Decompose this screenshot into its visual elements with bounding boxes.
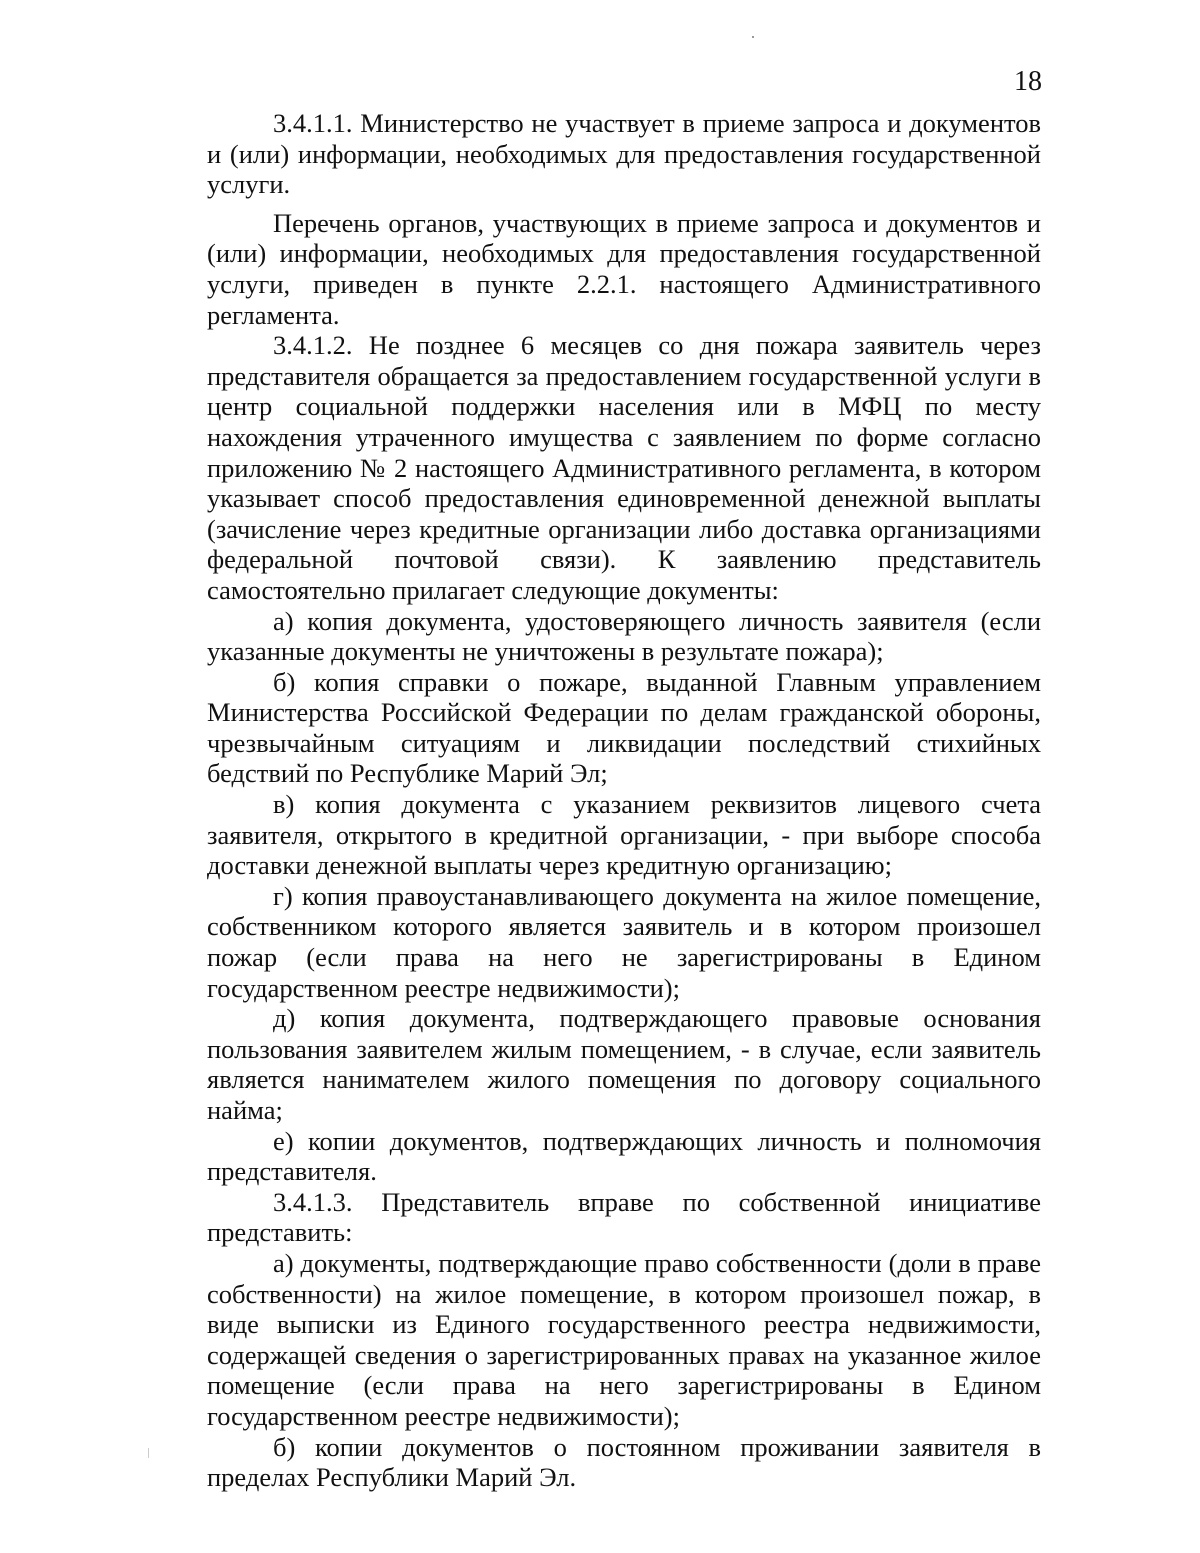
list-item-e: е) копии документов, подтверждающих личность и полномочия представителя. — [207, 1125, 1041, 1187]
list-item-g: г) копия правоустанавливающего документа на жилое помещение, собственником которого является заявитель и в котором произошел пожар (если права на него не зарегистрированы в Едином государственном реестре недвижимости); — [207, 880, 1041, 1003]
list-item-d: д) копия документа, подтверждающего правовые основания пользования заявителем жилым помещением, - в случае, если заявитель является нанимателем жилого помещения по договору социального найма; — [207, 1003, 1041, 1125]
list-item-b: б) копия справки о пожаре, выданной Главным управлением Министерства Российской Федерации по делам гражданской обороны, чрезвычайным ситуациям и ликвидации последствий стихийных бедствий по Республике Марий Эл; — [207, 666, 1041, 789]
page-number: 18 — [1014, 66, 1042, 97]
paragraph-3-4-1-2: 3.4.1.2. Не позднее 6 месяцев со дня пожара заявитель через представителя обращается за предоставлением государственной услуги в центр социальной поддержки населения или в МФЦ по месту нахождения утраченного имущества с заявлением по форме согласно приложению № 2 настоящего Административного регламента, в котором указывает способ предоставления единовременной денежной выплаты (зачисление через кредитные организации либо доставка организациями федеральной почтовой связи). К заявлению представитель самостоятельно прилагает следующие документы: — [207, 330, 1041, 605]
scan-speck — [752, 36, 754, 38]
document-body — [207, 108, 1041, 1493]
optional-item-b: б) копии документов о постоянном проживании заявителя в пределах Республики Марий Эл. — [207, 1431, 1041, 1493]
paragraph-3-4-1-1: 3.4.1.1. Министерство не участвует в приеме запроса и документов и (или) информации, необходимых для предоставления государственной услуги. — [207, 108, 1041, 200]
paragraph-organs-list: Перечень органов, участвующих в приеме запроса и документов и (или) информации, необходимых для предоставления государственной услуги, приведен в пункте 2.2.1. настоящего Административного регламента. — [207, 207, 1041, 330]
optional-item-a: а) документы, подтверждающие право собственности (доли в праве собственности) на жилое помещение, в котором произошел пожар, в виде выписки из Единого государственного реестра недвижимости, содержащей сведения о зарегистрированных правах на указанное жилое помещение (если права на него зарегистрированы в Едином государственном реестре недвижимости); — [207, 1247, 1041, 1431]
list-item-v: в) копия документа с указанием реквизитов лицевого счета заявителя, открытого в кредитной организации, - при выборе способа доставки денежной выплаты через кредитную организацию; — [207, 789, 1041, 881]
list-item-a: а) копия документа, удостоверяющего личность заявителя (если указанные документы не уничтожены в результате пожара); — [207, 605, 1041, 667]
scan-speck — [148, 1448, 149, 1458]
paragraph-3-4-1-3: 3.4.1.3. Представитель вправе по собственной инициативе представить: — [207, 1186, 1041, 1248]
